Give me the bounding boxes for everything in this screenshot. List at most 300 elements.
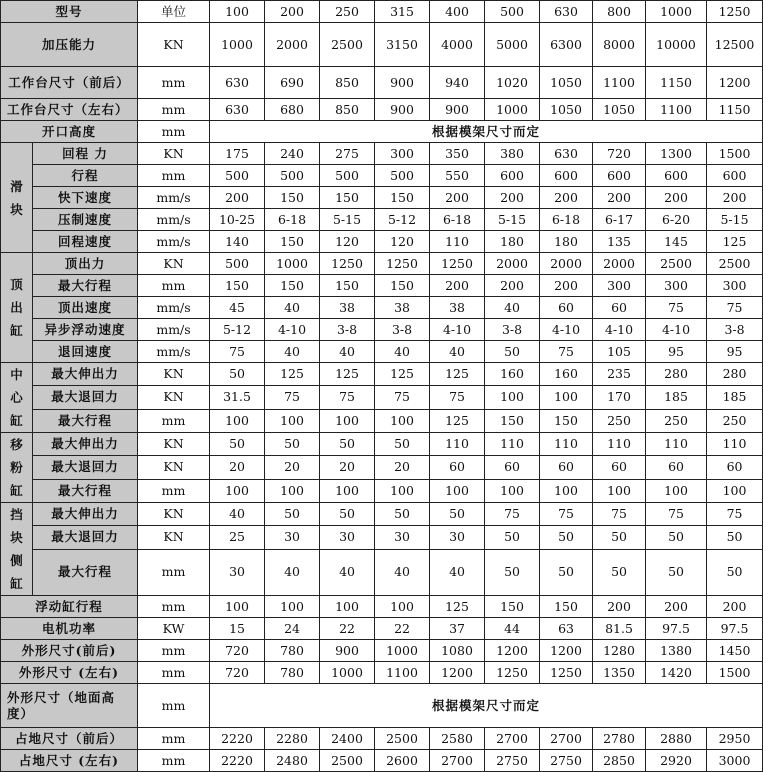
value-cell: 150 — [265, 231, 320, 253]
value-cell: 22 — [320, 618, 375, 640]
value-cell: 125 — [320, 363, 375, 386]
row-label: 退回速度 — [33, 341, 138, 363]
row-label: 回程速度 — [33, 231, 138, 253]
value-cell: 2500 — [375, 728, 430, 750]
value-cell: 140 — [210, 231, 265, 253]
table-row — [1, 409, 763, 432]
value-cell: 63 — [540, 618, 593, 640]
value-cell: 100 — [540, 479, 593, 502]
value-cell: 900 — [375, 99, 430, 121]
value-cell: 2500 — [320, 23, 375, 67]
value-cell: 120 — [320, 231, 375, 253]
table-row — [1, 23, 763, 67]
table-row — [1, 503, 763, 526]
value-cell: 1000 — [375, 640, 430, 662]
row-label: 最大伸出力 — [33, 363, 138, 386]
value-cell: 720 — [593, 143, 646, 165]
unit-cell: KW — [138, 618, 210, 640]
unit-cell: mm — [138, 662, 210, 684]
table-row — [1, 526, 763, 549]
value-cell: 50 — [593, 549, 646, 596]
value-cell: 780 — [265, 662, 320, 684]
row-label: 顶出力 — [33, 253, 138, 275]
value-cell: 1200 — [485, 640, 540, 662]
value-cell: 500 — [485, 1, 540, 23]
value-cell: 100 — [265, 479, 320, 502]
row-label: 最大行程 — [33, 549, 138, 596]
value-cell: 150 — [540, 596, 593, 618]
value-cell: 690 — [265, 67, 320, 99]
value-cell: 50 — [265, 503, 320, 526]
table-row — [1, 209, 763, 231]
value-cell: 95 — [707, 341, 763, 363]
row-label: 快下速度 — [33, 187, 138, 209]
value-cell: 250 — [593, 409, 646, 432]
value-cell: 60 — [485, 456, 540, 479]
value-cell: 500 — [265, 165, 320, 187]
value-cell: 150 — [320, 187, 375, 209]
value-cell: 125 — [430, 409, 485, 432]
value-cell: 200 — [646, 187, 707, 209]
value-cell: 100 — [540, 386, 593, 409]
value-cell: 6-20 — [646, 209, 707, 231]
value-cell: 50 — [265, 433, 320, 456]
value-cell: 38 — [375, 297, 430, 319]
value-cell: 150 — [375, 187, 430, 209]
value-cell: 5-12 — [210, 319, 265, 341]
unit-cell: mm — [138, 728, 210, 750]
value-cell: 150 — [540, 409, 593, 432]
value-cell: 20 — [320, 456, 375, 479]
value-cell: 40 — [320, 341, 375, 363]
table-row — [1, 640, 763, 662]
value-cell: 1500 — [707, 143, 763, 165]
unit-cell: KN — [138, 526, 210, 549]
value-cell: 2850 — [593, 750, 646, 772]
row-label: 浮动缸行程 — [1, 596, 138, 618]
unit-cell: KN — [138, 143, 210, 165]
row-label: 最大行程 — [33, 275, 138, 297]
value-cell: 500 — [375, 165, 430, 187]
row-label: 外形尺寸 (左右) — [1, 662, 138, 684]
value-cell: 1150 — [646, 67, 707, 99]
value-cell: 2920 — [646, 750, 707, 772]
value-cell: 75 — [707, 503, 763, 526]
value-cell: 75 — [707, 297, 763, 319]
unit-cell: mm — [138, 640, 210, 662]
unit-cell: KN — [138, 363, 210, 386]
row-label: 工作台尺寸（前后） — [1, 67, 138, 99]
value-cell: 125 — [265, 363, 320, 386]
value-cell: 12500 — [707, 23, 763, 67]
unit-cell: mm — [138, 121, 210, 143]
value-cell: 200 — [707, 596, 763, 618]
value-cell: 100 — [375, 596, 430, 618]
value-cell: 500 — [210, 165, 265, 187]
value-cell: 4-10 — [265, 319, 320, 341]
unit-cell: mm — [138, 409, 210, 432]
value-cell: 10000 — [646, 23, 707, 67]
value-cell: 250 — [707, 409, 763, 432]
value-cell: 75 — [540, 341, 593, 363]
unit-cell: mm/s — [138, 297, 210, 319]
value-cell: 900 — [375, 67, 430, 99]
value-cell: 100 — [210, 1, 265, 23]
value-cell: 2000 — [540, 253, 593, 275]
value-cell: 4-10 — [593, 319, 646, 341]
unit-cell: KN — [138, 23, 210, 67]
value-cell: 60 — [593, 456, 646, 479]
value-cell: 50 — [707, 526, 763, 549]
table-row — [1, 456, 763, 479]
value-cell: 380 — [485, 143, 540, 165]
value-cell: 680 — [265, 99, 320, 121]
value-cell: 6300 — [540, 23, 593, 67]
value-cell: 150 — [210, 275, 265, 297]
value-cell: 5-12 — [375, 209, 430, 231]
value-cell: 97.5 — [646, 618, 707, 640]
value-cell: 6-17 — [593, 209, 646, 231]
unit-cell: mm — [138, 549, 210, 596]
row-label: 外形尺寸(前后) — [1, 640, 138, 662]
value-cell: 60 — [540, 297, 593, 319]
value-cell: 110 — [430, 231, 485, 253]
value-cell: 3-8 — [375, 319, 430, 341]
value-cell: 75 — [320, 386, 375, 409]
value-cell: 315 — [375, 1, 430, 23]
value-cell: 75 — [375, 386, 430, 409]
value-cell: 1250 — [707, 1, 763, 23]
value-cell: 40 — [375, 549, 430, 596]
table-row — [1, 728, 763, 750]
value-cell: 75 — [540, 503, 593, 526]
value-cell: 20 — [265, 456, 320, 479]
value-cell: 44 — [485, 618, 540, 640]
value-cell: 1000 — [485, 99, 540, 121]
unit-cell: mm — [138, 479, 210, 502]
value-cell: 780 — [265, 640, 320, 662]
value-cell: 50 — [646, 549, 707, 596]
value-cell: 250 — [320, 1, 375, 23]
value-cell: 200 — [430, 275, 485, 297]
value-cell: 75 — [265, 386, 320, 409]
value-cell: 180 — [540, 231, 593, 253]
table-row — [1, 750, 763, 772]
row-label: 占地尺寸（前后） — [1, 728, 138, 750]
row-label: 最大行程 — [33, 479, 138, 502]
value-cell: 110 — [540, 433, 593, 456]
table-row — [1, 549, 763, 596]
unit-cell: mm — [138, 275, 210, 297]
value-cell: 2280 — [265, 728, 320, 750]
value-cell: 2700 — [485, 728, 540, 750]
value-cell: 1250 — [430, 253, 485, 275]
value-cell: 4-10 — [540, 319, 593, 341]
row-label: 电机功率 — [1, 618, 138, 640]
value-cell: 50 — [320, 503, 375, 526]
value-cell: 400 — [430, 1, 485, 23]
value-cell: 940 — [430, 67, 485, 99]
value-cell: 2400 — [320, 728, 375, 750]
value-cell: 2500 — [646, 253, 707, 275]
unit-cell: KN — [138, 503, 210, 526]
value-cell: 100 — [646, 479, 707, 502]
value-cell: 200 — [485, 275, 540, 297]
value-cell: 100 — [375, 479, 430, 502]
value-cell: 550 — [430, 165, 485, 187]
value-cell: 120 — [375, 231, 430, 253]
value-cell: 100 — [320, 409, 375, 432]
unit-cell: KN — [138, 386, 210, 409]
value-cell: 110 — [646, 433, 707, 456]
value-cell: 3-8 — [485, 319, 540, 341]
value-cell: 125 — [375, 363, 430, 386]
value-cell: 275 — [320, 143, 375, 165]
value-cell: 50 — [593, 526, 646, 549]
value-cell: 200 — [265, 1, 320, 23]
unit-cell: mm/s — [138, 341, 210, 363]
value-cell: 105 — [593, 341, 646, 363]
value-cell: 100 — [430, 479, 485, 502]
value-cell: 4000 — [430, 23, 485, 67]
value-cell: 2580 — [430, 728, 485, 750]
value-cell: 2950 — [707, 728, 763, 750]
table-row — [1, 433, 763, 456]
value-cell: 500 — [320, 165, 375, 187]
value-cell: 100 — [320, 479, 375, 502]
value-cell: 50 — [375, 503, 430, 526]
value-cell: 1380 — [646, 640, 707, 662]
value-cell: 350 — [430, 143, 485, 165]
value-cell: 630 — [210, 67, 265, 99]
value-cell: 40 — [265, 297, 320, 319]
value-cell: 200 — [707, 187, 763, 209]
value-cell: 2880 — [646, 728, 707, 750]
value-cell: 720 — [210, 662, 265, 684]
value-cell: 15 — [210, 618, 265, 640]
unit-cell: mm — [138, 684, 210, 728]
value-cell: 250 — [646, 409, 707, 432]
value-cell: 170 — [593, 386, 646, 409]
value-cell: 38 — [320, 297, 375, 319]
value-cell: 100 — [485, 386, 540, 409]
table-row — [1, 231, 763, 253]
value-cell: 2700 — [540, 728, 593, 750]
table-row — [1, 479, 763, 502]
value-cell: 1000 — [646, 1, 707, 23]
value-cell: 600 — [707, 165, 763, 187]
value-cell: 1100 — [593, 67, 646, 99]
value-cell: 22 — [375, 618, 430, 640]
value-cell: 1050 — [593, 99, 646, 121]
unit-cell: mm/s — [138, 231, 210, 253]
group-label — [1, 433, 33, 503]
value-cell: 40 — [430, 341, 485, 363]
value-cell: 50 — [210, 363, 265, 386]
value-cell: 60 — [430, 456, 485, 479]
value-cell: 240 — [265, 143, 320, 165]
row-label: 最大行程 — [33, 409, 138, 432]
value-cell: 180 — [485, 231, 540, 253]
table-row — [1, 297, 763, 319]
value-cell: 50 — [485, 549, 540, 596]
value-cell: 150 — [265, 187, 320, 209]
value-cell: 100 — [265, 596, 320, 618]
value-cell: 110 — [430, 433, 485, 456]
value-cell: 75 — [646, 297, 707, 319]
value-cell: 150 — [265, 275, 320, 297]
value-cell: 1200 — [707, 67, 763, 99]
value-cell: 1250 — [320, 253, 375, 275]
value-cell: 10-25 — [210, 209, 265, 231]
table-row — [1, 596, 763, 618]
value-cell: 185 — [707, 386, 763, 409]
value-cell: 81.5 — [593, 618, 646, 640]
value-cell: 200 — [646, 596, 707, 618]
unit-cell: mm — [138, 165, 210, 187]
value-cell: 40 — [210, 503, 265, 526]
value-cell: 100 — [320, 596, 375, 618]
table-row — [1, 165, 763, 187]
value-cell: 25 — [210, 526, 265, 549]
row-label: 最大退回力 — [33, 386, 138, 409]
value-cell: 1150 — [707, 99, 763, 121]
value-cell: 800 — [593, 1, 646, 23]
value-cell: 3000 — [707, 750, 763, 772]
value-cell: 200 — [210, 187, 265, 209]
value-cell: 1250 — [375, 253, 430, 275]
value-cell: 40 — [430, 549, 485, 596]
value-cell: 50 — [540, 549, 593, 596]
value-cell: 75 — [646, 503, 707, 526]
value-cell: 1350 — [593, 662, 646, 684]
value-cell: 50 — [430, 503, 485, 526]
value-cell: 31.5 — [210, 386, 265, 409]
value-cell: 200 — [430, 187, 485, 209]
value-cell: 110 — [485, 433, 540, 456]
value-cell: 2750 — [485, 750, 540, 772]
row-label: 顶出速度 — [33, 297, 138, 319]
row-label: 工作台尺寸（左右） — [1, 99, 138, 121]
value-cell: 6-18 — [265, 209, 320, 231]
value-cell: 1500 — [707, 662, 763, 684]
value-cell: 6-18 — [540, 209, 593, 231]
group-label — [1, 503, 33, 596]
value-cell: 75 — [430, 386, 485, 409]
value-cell: 1250 — [540, 662, 593, 684]
table-row — [1, 253, 763, 275]
row-label: 异步浮动速度 — [33, 319, 138, 341]
value-cell: 20 — [375, 456, 430, 479]
value-cell: 37 — [430, 618, 485, 640]
unit-cell: mm — [138, 67, 210, 99]
value-cell: 8000 — [593, 23, 646, 67]
value-cell: 4-10 — [646, 319, 707, 341]
value-cell: 300 — [593, 275, 646, 297]
value-cell: 200 — [540, 187, 593, 209]
value-cell: 135 — [593, 231, 646, 253]
value-cell: 100 — [210, 409, 265, 432]
value-cell: 75 — [593, 503, 646, 526]
value-cell: 5-15 — [485, 209, 540, 231]
value-cell: 280 — [646, 363, 707, 386]
group-label — [1, 363, 33, 433]
value-cell: 40 — [265, 549, 320, 596]
value-cell: 30 — [265, 526, 320, 549]
value-cell: 3150 — [375, 23, 430, 67]
value-cell: 500 — [210, 253, 265, 275]
table-row — [1, 319, 763, 341]
value-cell: 4-10 — [430, 319, 485, 341]
value-cell: 900 — [320, 640, 375, 662]
value-cell: 1100 — [375, 662, 430, 684]
value-cell: 100 — [593, 479, 646, 502]
value-cell: 1250 — [485, 662, 540, 684]
value-cell: 280 — [707, 363, 763, 386]
value-cell: 125 — [430, 596, 485, 618]
value-cell: 150 — [320, 275, 375, 297]
value-cell: 150 — [485, 596, 540, 618]
value-cell: 1080 — [430, 640, 485, 662]
unit-cell: mm/s — [138, 187, 210, 209]
value-cell: 60 — [540, 456, 593, 479]
table-row — [1, 67, 763, 99]
unit-cell: mm — [138, 596, 210, 618]
table-row — [1, 143, 763, 165]
row-label: 最大退回力 — [33, 526, 138, 549]
value-cell: 100 — [375, 409, 430, 432]
value-cell: 125 — [430, 363, 485, 386]
value-cell: 200 — [485, 187, 540, 209]
value-cell: 100 — [707, 479, 763, 502]
value-cell: 6-18 — [430, 209, 485, 231]
row-label: 行程 — [33, 165, 138, 187]
group-label — [1, 143, 33, 253]
value-cell: 1050 — [540, 99, 593, 121]
value-cell: 5000 — [485, 23, 540, 67]
value-cell: 1100 — [646, 99, 707, 121]
value-cell: 1200 — [540, 640, 593, 662]
row-label: 压制速度 — [33, 209, 138, 231]
value-cell: 2000 — [593, 253, 646, 275]
value-cell: 600 — [646, 165, 707, 187]
value-cell: 50 — [375, 433, 430, 456]
row-label: 回程 力 — [33, 143, 138, 165]
value-cell: 100 — [485, 479, 540, 502]
value-cell: 630 — [210, 99, 265, 121]
group-label-text: 顶出缸 — [10, 277, 23, 338]
value-cell: 95 — [646, 341, 707, 363]
table-row — [1, 275, 763, 297]
value-cell: 2600 — [375, 750, 430, 772]
value-cell: 40 — [265, 341, 320, 363]
value-cell: 50 — [320, 433, 375, 456]
value-cell: 300 — [707, 275, 763, 297]
table-row — [1, 99, 763, 121]
value-cell: 2000 — [485, 253, 540, 275]
value-cell: 600 — [540, 165, 593, 187]
table-row — [1, 684, 763, 728]
value-cell: 300 — [375, 143, 430, 165]
value-cell: 850 — [320, 67, 375, 99]
row-label: 占地尺寸 (左右) — [1, 750, 138, 772]
row-label: 加压能力 — [1, 23, 138, 67]
table-row — [1, 187, 763, 209]
value-cell: 2000 — [265, 23, 320, 67]
value-cell: 30 — [210, 549, 265, 596]
value-cell: 150 — [375, 275, 430, 297]
value-cell: 97.5 — [707, 618, 763, 640]
